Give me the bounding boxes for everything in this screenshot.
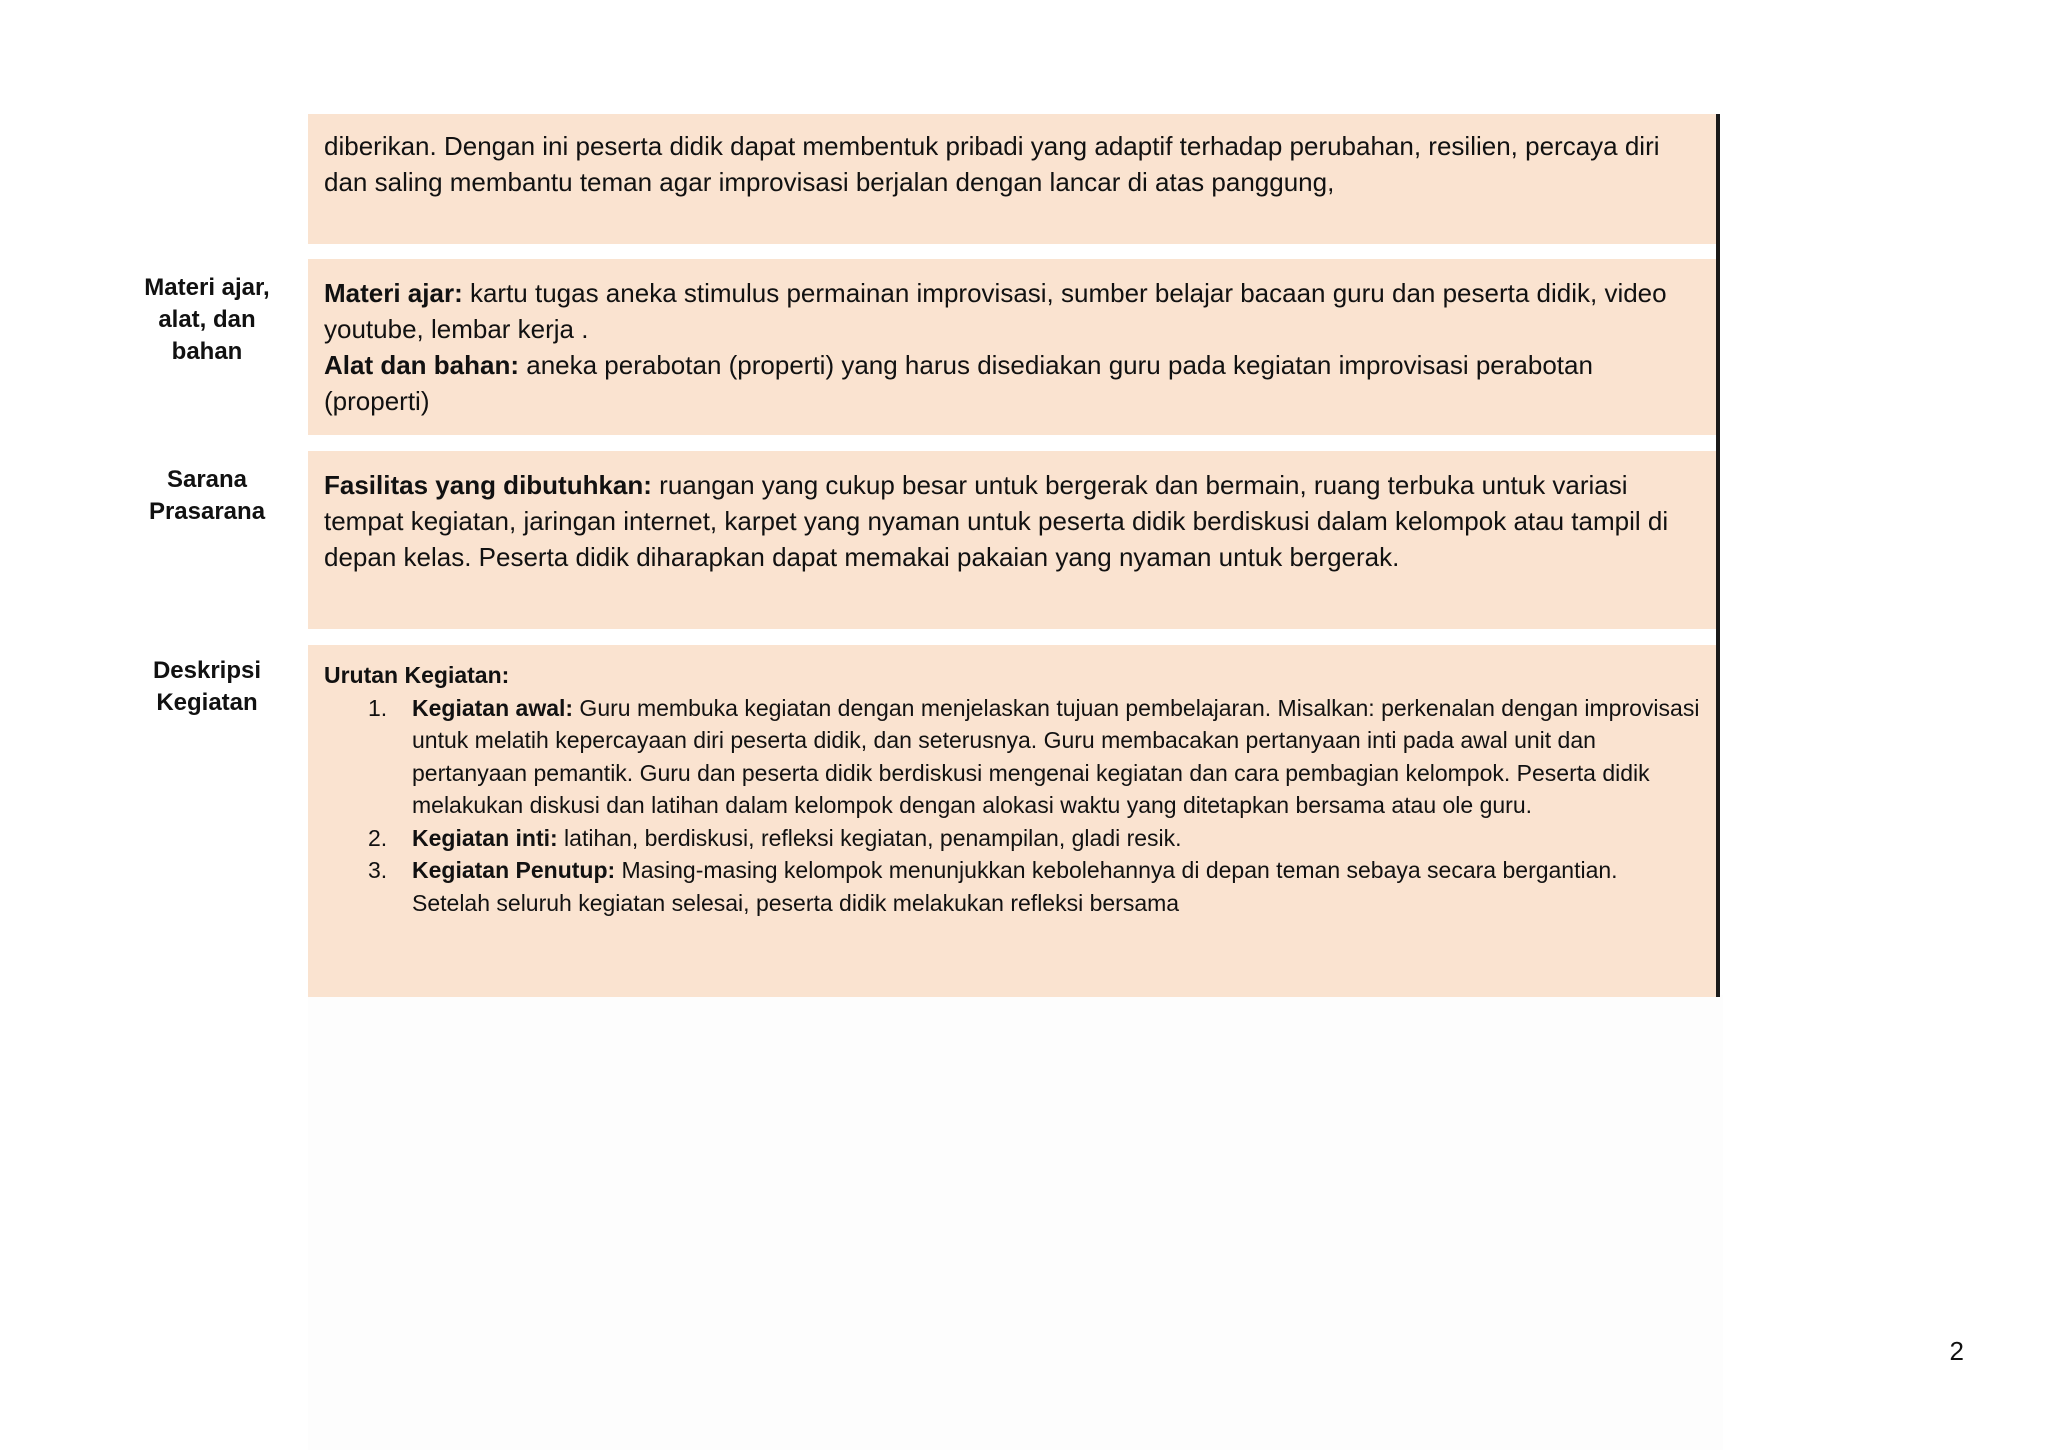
sarana-label-line: Sarana <box>166 466 248 493</box>
deskripsi-label-line: Kegiatan <box>156 689 258 716</box>
fasilitas-label: Fasilitas yang dibutuhkan: <box>324 470 652 500</box>
alat-bahan-text: aneka perabotan (properti) yang harus disediakan guru pada kegiatan improvisasi perabotan (properti) <box>324 350 1593 416</box>
alat-bahan-paragraph <box>324 347 1700 419</box>
step-number: 3. <box>368 857 388 883</box>
continuation-text: diberikan. Dengan ini peserta didik dapat membentuk pribadi yang adaptif terhadap perubahan, resilien, percaya diri dan saling membantu teman agar improvisasi berjalan dengan lancar di atas panggung, <box>324 131 1660 197</box>
list-item <box>324 854 1700 919</box>
list-item <box>324 822 1700 855</box>
materi-label-line: bahan <box>171 338 243 365</box>
materi-ajar-label: Materi ajar: <box>324 278 463 308</box>
table-right-border <box>1716 114 1720 997</box>
step-text: Masing-masing kelompok menunjukkan kebolehannya di depan teman sebaya secara bergantian. Setelah seluruh kegiatan selesai, peserta didik melakukan refleksi bersama <box>412 857 1618 916</box>
alat-bahan-label: Alat dan bahan: <box>324 350 520 380</box>
kegiatan-steps-list <box>324 692 1700 920</box>
deskripsi-cell <box>308 645 1716 997</box>
materi-label-line: Materi ajar, <box>144 274 270 301</box>
page-number: 2 <box>1949 1336 1964 1366</box>
step-title: Kegiatan awal: <box>412 694 574 721</box>
step-text: Guru membuka kegiatan dengan menjelaskan tujuan pembelajaran. Misalkan: perkenalan dengan improvisasi untuk melatih kepercayaan diri peserta didik, dan seterusnya. Guru membacakan pertanyaan inti pada awal unit dan pertanyaan pemantik. Guru dan peserta didik berdiskusi mengenai kegiatan dan cara pembagian kelompok. Peserta didik melakukan diskusi dan latihan dalam kelompok dengan alokasi waktu yang ditetapkan bersama atau ole guru. <box>412 694 1700 818</box>
sarana-cell <box>308 451 1716 629</box>
step-title: Kegiatan Penutup: <box>412 857 616 883</box>
step-title: Kegiatan inti: <box>412 824 558 851</box>
sarana-label-line: Prasarana <box>148 498 266 525</box>
materi-ajar-paragraph <box>324 275 1700 347</box>
step-text: latihan, berdiskusi, refleksi kegiatan, penampilan, gladi resik. <box>557 824 1182 851</box>
step-number: 1. <box>368 694 388 721</box>
deskripsi-label <box>128 655 286 719</box>
step-number: 2. <box>368 824 388 851</box>
urutan-kegiatan-heading: Urutan Kegiatan: <box>324 662 510 688</box>
fasilitas-text: ruangan yang cukup besar untuk bergerak dan bermain, ruang terbuka untuk variasi tempat kegiatan, jaringan internet, karpet yang nyaman untuk peserta didik berdiskusi dalam kelompok atau tampil di depan kelas. Peserta didik diharapkan dapat memakai pakaian yang nyaman untuk bergerak. <box>324 470 1669 572</box>
table-column-background <box>308 995 1723 1450</box>
materi-label-line: alat, dan <box>158 306 256 333</box>
materi-cell <box>308 259 1716 435</box>
fasilitas-paragraph <box>324 467 1700 575</box>
sarana-label <box>128 464 286 528</box>
materi-label <box>128 272 286 368</box>
list-item <box>324 692 1700 822</box>
deskripsi-label-line: Deskripsi <box>152 657 262 684</box>
materi-ajar-text: kartu tugas aneka stimulus permainan improvisasi, sumber belajar bacaan guru dan peserta didik, video youtube, lembar kerja . <box>324 278 1667 344</box>
continuation-cell <box>308 114 1716 244</box>
